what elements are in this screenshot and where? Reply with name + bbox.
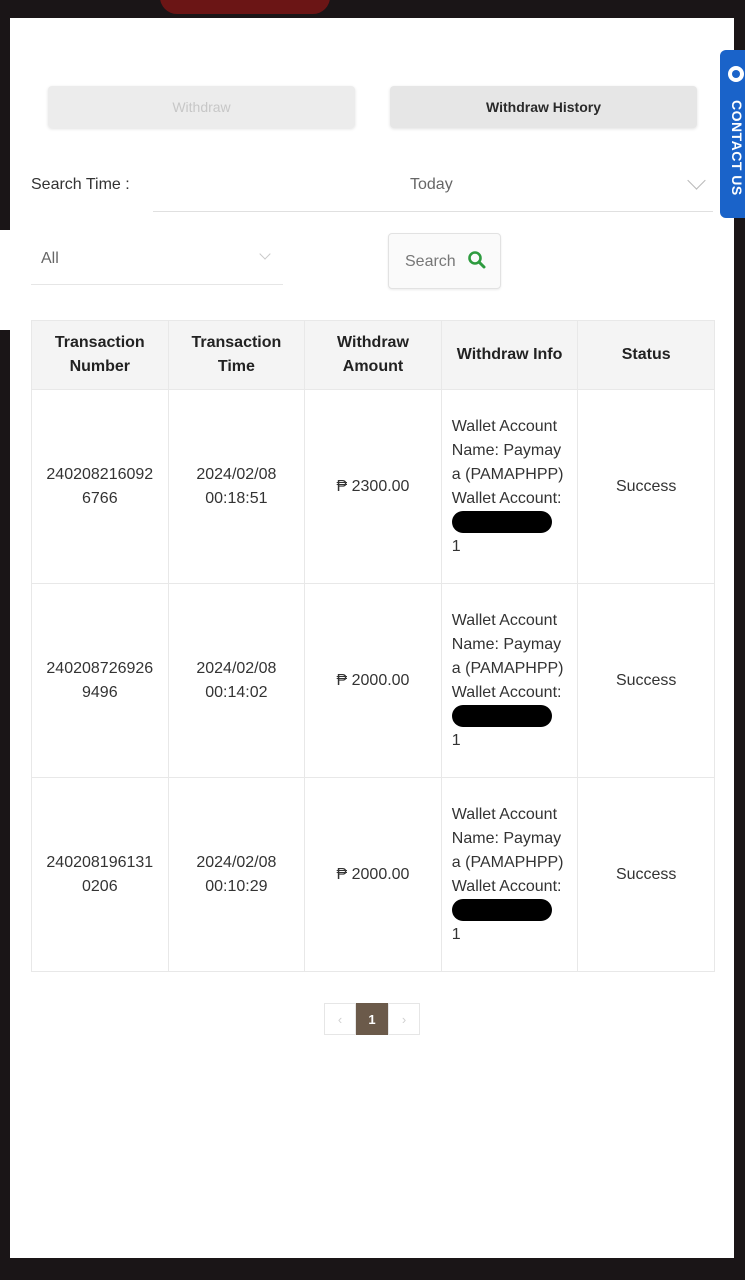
status-cell: Success — [578, 778, 715, 972]
search-time-value: Today — [410, 176, 453, 193]
pagination-prev-button[interactable]: ‹ — [324, 1003, 356, 1035]
contact-us-button[interactable] — [720, 50, 745, 218]
contact-us-label: CONTACT US — [729, 100, 745, 196]
search-button[interactable] — [388, 233, 501, 289]
redaction-mark — [452, 705, 552, 727]
transaction-time: 2024/02/08 00:18:51 — [168, 390, 305, 584]
table-header-row — [32, 321, 715, 390]
transaction-number: 2402087269269496 — [32, 584, 169, 778]
table-row — [32, 390, 715, 584]
transaction-number: 2402082160926766 — [32, 390, 169, 584]
status-cell: Success — [578, 390, 715, 584]
search-button-label: Search — [405, 253, 456, 270]
tab-withdraw[interactable]: Withdraw — [48, 86, 355, 128]
table-row — [32, 778, 715, 972]
pagination-page-1[interactable]: 1 — [356, 1003, 388, 1035]
withdraw-amount: ₱ 2000.00 — [305, 584, 442, 778]
withdraw-history-table — [31, 320, 715, 972]
transaction-time: 2024/02/08 00:10:29 — [168, 778, 305, 972]
withdraw-amount: ₱ 2300.00 — [305, 390, 442, 584]
pagination-next-button[interactable]: › — [388, 1003, 420, 1035]
transaction-time: 2024/02/08 00:14:02 — [168, 584, 305, 778]
table-row — [32, 584, 715, 778]
chevron-down-icon — [687, 171, 705, 189]
phone-icon — [728, 66, 744, 82]
header-transaction-number: Transaction Number — [32, 321, 169, 390]
header-withdraw-info: Withdraw Info — [441, 321, 578, 390]
withdraw-modal — [10, 18, 734, 1258]
search-icon — [467, 250, 487, 270]
pagination — [324, 1003, 420, 1035]
status-select[interactable] — [31, 233, 283, 285]
header-withdraw-amount: Withdraw Amount — [305, 321, 442, 390]
redaction-mark — [452, 899, 552, 921]
status-cell: Success — [578, 584, 715, 778]
search-time-select[interactable] — [153, 158, 713, 212]
withdraw-info: Wallet Account Name: Paymaya (PAMAPHPP) Wallet Account: 1 — [441, 390, 578, 584]
redaction-mark — [452, 511, 552, 533]
withdraw-amount: ₱ 2000.00 — [305, 778, 442, 972]
search-time-label: Search Time : — [31, 176, 130, 193]
header-transaction-time: Transaction Time — [168, 321, 305, 390]
header-status: Status — [578, 321, 715, 390]
withdraw-info: Wallet Account Name: Paymaya (PAMAPHPP) Wallet Account: 1 — [441, 778, 578, 972]
chevron-down-icon — [259, 248, 270, 259]
tab-withdraw-history[interactable]: Withdraw History — [390, 86, 697, 128]
transaction-number: 2402081961310206 — [32, 778, 169, 972]
status-value: All — [41, 250, 59, 267]
withdraw-info: Wallet Account Name: Paymaya (PAMAPHPP) Wallet Account: 1 — [441, 584, 578, 778]
background-decoration — [160, 0, 330, 14]
